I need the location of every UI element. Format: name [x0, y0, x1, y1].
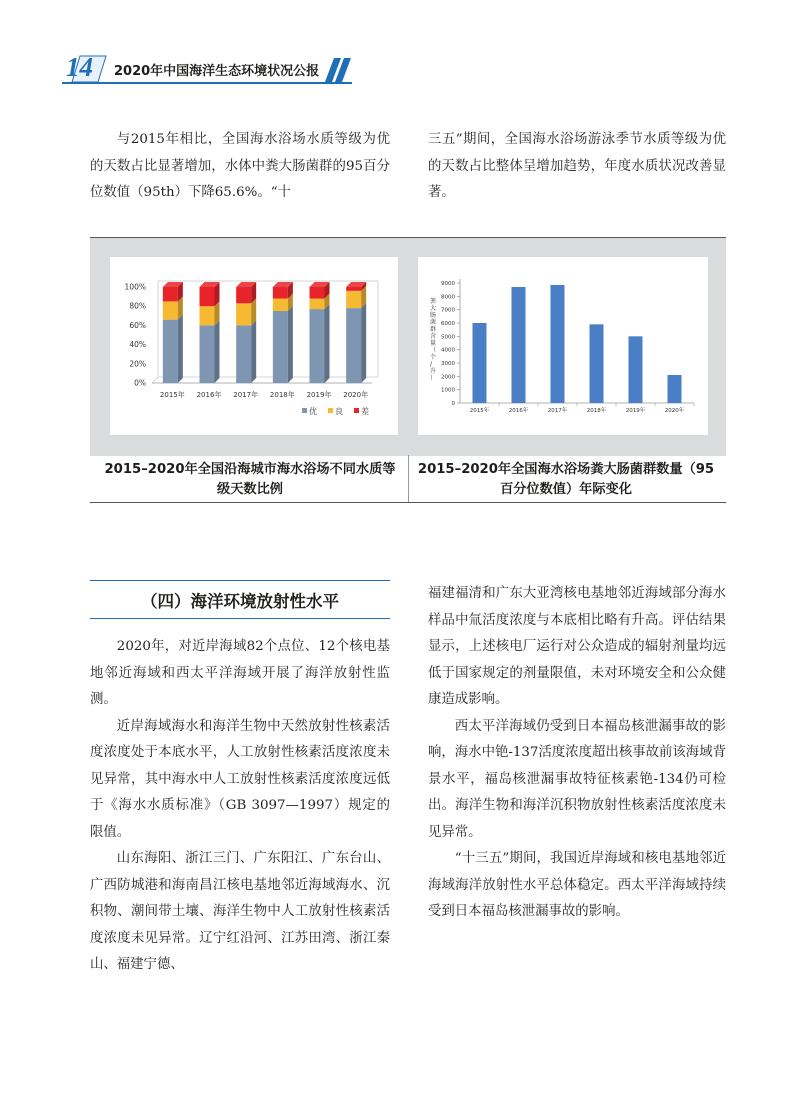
y-tick-label: 5000: [441, 334, 455, 341]
bar-segment-良: [200, 306, 215, 325]
section-title: （四）海洋环境放射性水平: [141, 592, 339, 611]
caption-right: 2015–2020年全国海水浴场粪大肠菌群数量（95百分位数值）年际变化: [417, 462, 715, 497]
y-tick-label: 8000: [441, 294, 455, 301]
bar-segment-优: [346, 308, 361, 383]
bar: [590, 324, 604, 403]
caption-left: 2015–2020年全国沿海城市海水浴场不同水质等级天数比例: [104, 462, 396, 497]
y-tick-label: 20%: [129, 359, 146, 369]
y-tick-label: 80%: [129, 301, 146, 311]
bar-segment-优: [310, 309, 325, 383]
x-tick-label: 2018年: [586, 408, 607, 414]
x-tick-label: 2018年: [269, 391, 295, 399]
y-tick-label: 2000: [441, 374, 455, 381]
paragraph: 西太平洋海域仍受到日本福岛核泄漏事故的影响，海水中铯-137活度浓度超出核事故前该海域背景水平，福岛核泄漏事故特征核素铯-134仍可检出。海洋生物和海洋沉积物放射性核素活度浓度未见异常。: [428, 718, 726, 840]
intro-left-paragraph: 与2015年相比，全国海水浴场水质等级为优的天数占比显著增加，水体中粪大肠菌群的95百分位数值（95th）下降65.6%。“十: [90, 132, 390, 200]
stacked-chart-panel: [110, 257, 398, 435]
x-tick-label: 2016年: [196, 391, 222, 399]
y-tick-label: 1000: [441, 387, 455, 394]
legend-label: 良: [335, 407, 343, 416]
figure-block: [90, 237, 726, 503]
y-tick-label: 0: [451, 401, 455, 407]
y-tick-label: 6000: [441, 321, 455, 327]
bar-segment-良: [310, 299, 325, 310]
y-tick-label: 40%: [129, 340, 146, 350]
caption-divider: [408, 455, 409, 502]
bar: [629, 336, 643, 403]
paragraph: “十三五”期间，我国近岸海域和核电基地邻近海域海洋放射性水平总体稳定。西太平洋海域持续受到日本福岛核泄漏事故的影响。: [428, 851, 726, 919]
bar-segment-side: [251, 320, 256, 383]
x-tick-label: 2020年: [343, 391, 369, 399]
paragraph: 福建福清和广东大亚湾核电基地邻近海域部分海水样品中氚活度浓度与本底相比略有升高。评估结果显示，上述核电厂运行对公众造成的辐射剂量均远低于国家规定的剂量限值，未对环境安全和公众健康造成影响。: [428, 586, 726, 707]
body-right-column: [428, 581, 726, 926]
x-tick-label: 2015年: [159, 391, 185, 399]
body-left-column: [90, 634, 390, 979]
x-tick-label: 2016年: [508, 408, 529, 414]
header-rule: [62, 82, 352, 84]
bar: [473, 323, 487, 403]
y-tick-label: 60%: [129, 320, 146, 330]
water-quality-stacked-chart: [110, 257, 398, 435]
bar-segment-优: [273, 311, 288, 383]
section-rule-top: [90, 580, 390, 581]
report-title: 2020年中国海洋生态环境状况公报: [114, 64, 320, 79]
bar-segment-差: [163, 287, 178, 301]
legend-swatch-良: [328, 408, 333, 413]
x-tick-label: 2017年: [233, 391, 259, 399]
y-tick-label: 4000: [441, 347, 455, 354]
legend-swatch-优: [302, 408, 307, 413]
bar-segment-良: [346, 291, 361, 308]
x-tick-label: 2020年: [664, 408, 685, 414]
bar-segment-优: [236, 325, 251, 383]
y-tick-label: 3000: [441, 361, 455, 367]
paragraph: 山东海阳、浙江三门、广东阳江、广东台山、广西防城港和海南昌江核电基地邻近海域海水、沉积物、潮间带土壤、海洋生物中人工放射性核素活度浓度未见异常。辽宁红沿河、江苏田湾、浙江秦山、福建宁德、: [90, 851, 390, 972]
intro-right-paragraph: 三五”期间，全国海水浴场游泳季节水质等级为优的天数占比整体呈增加趋势，年度水质状况改善显著。: [428, 132, 726, 200]
x-tick-label: 2019年: [625, 408, 646, 414]
figure-bottom-rule: [90, 502, 726, 503]
bar-segment-差: [310, 287, 325, 299]
x-tick-label: 2019年: [306, 391, 332, 399]
bar-segment-良: [273, 299, 288, 311]
bar-segment-side: [178, 315, 183, 383]
bar: [512, 287, 526, 403]
bar-segment-良: [163, 301, 178, 319]
coliform-bar-chart: [418, 257, 708, 435]
bar-segment-差: [346, 287, 361, 291]
y-tick-label: 0%: [134, 378, 146, 388]
bar-segment-良: [236, 303, 251, 325]
plot-back-wall: [152, 281, 378, 383]
bar: [551, 285, 565, 403]
x-tick-label: 2017年: [547, 408, 568, 414]
bar-segment-差: [236, 287, 251, 303]
y-tick-label: 9000: [441, 281, 455, 287]
legend-swatch-差: [354, 408, 359, 413]
bar-segment-优: [200, 325, 215, 383]
y-axis-label: 粪大肠菌群含量（个/升）: [430, 298, 437, 382]
bar-segment-优: [163, 320, 178, 383]
page-number: 14: [66, 52, 93, 82]
section-rule-bottom: [90, 618, 390, 619]
x-tick-label: 2015年: [469, 408, 490, 414]
paragraph: 近岸海域海水和海洋生物中天然放射性核素活度浓度处于本底水平，人工放射性核素活度浓度未见异常，其中海水中人工放射性核素活度浓度远低于《海水水质标准》（GB 3097—1997）规定的限值。: [90, 718, 390, 840]
y-tick-label: 100%: [124, 282, 146, 292]
paragraph: 2020年，对近岸海域82个点位、12个核电基地邻近海域和西太平洋海域开展了海洋放射性监测。: [90, 639, 390, 707]
page-header: [62, 52, 352, 86]
bar-segment-差: [200, 287, 215, 306]
coliform-chart-panel: [418, 257, 708, 435]
bar-segment-差: [273, 287, 288, 299]
bar-segment-side: [288, 306, 293, 383]
section-heading: [90, 580, 390, 620]
legend-label: 优: [309, 407, 317, 416]
bar-segment-side: [325, 304, 330, 383]
bar: [668, 375, 682, 403]
bar-segment-side: [215, 320, 220, 383]
bar-segment-side: [361, 303, 366, 383]
y-tick-label: 7000: [441, 307, 455, 314]
legend-label: 差: [361, 407, 369, 416]
